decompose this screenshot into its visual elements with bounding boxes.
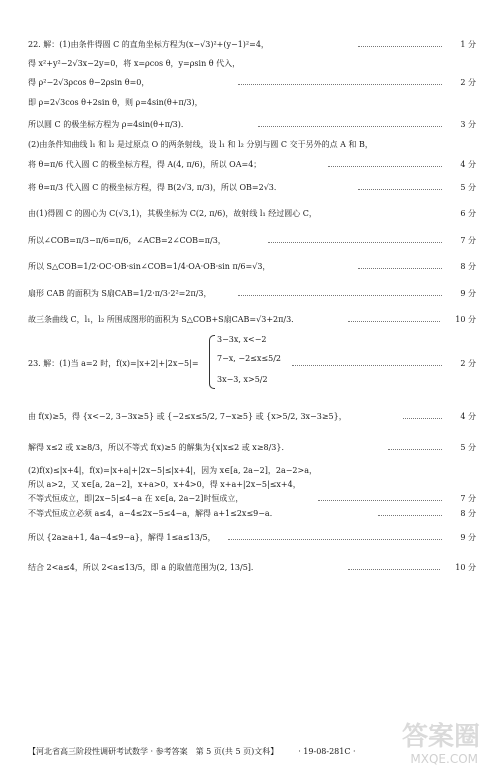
score-label: 1 分 — [460, 40, 476, 49]
answer-line — [0, 234, 500, 248]
watermark-logo: 答案圈 — [401, 722, 480, 752]
dot-leader — [348, 569, 440, 570]
answer-line — [0, 287, 500, 301]
answer-line — [0, 118, 500, 132]
line-text: 即 ρ=2√3cos θ+2sin θ，则 ρ=4sin(θ+π/3)， — [28, 98, 203, 107]
score-label: 5 分 — [460, 183, 476, 192]
line-text: 解得 x≤2 或 x≥8/3，所以不等式 f(x)≥5 的解集为{x|x≤2 或 x≥8/3}． — [28, 443, 290, 452]
score-label: 7 分 — [460, 494, 476, 503]
dot-leader — [378, 515, 442, 516]
line-text: 23. 解：(1)当 a=2 时，f(x)=|x+2|+|2x−5|= — [28, 359, 199, 368]
piecewise-case: 7−x, −2≤x≤5/2 — [217, 354, 281, 363]
dot-leader — [238, 84, 442, 85]
answer-line — [0, 313, 500, 327]
score-label: 7 分 — [460, 236, 476, 245]
score-label: 3 分 — [460, 120, 476, 129]
line-text: 所以 {2a≥a+1, 4a−4≤9−a}，解得 1≤a≤13/5， — [28, 533, 216, 542]
line-text: (2)由条件知曲线 l₁ 和 l₂ 是过原点 O 的两条射线，设 l₁ 和 l₂ 分别与圆 C 交于另外的点 A 和 B， — [28, 140, 373, 149]
dot-leader — [228, 539, 442, 540]
answer-line — [0, 158, 500, 172]
answer-line — [0, 181, 500, 195]
answer-line — [0, 561, 500, 575]
dot-leader — [358, 189, 442, 190]
dot-leader — [268, 242, 442, 243]
score-label: 10 分 — [455, 315, 476, 324]
answer-line — [0, 441, 500, 455]
score-label: 9 分 — [460, 289, 476, 298]
score-label: 6 分 — [460, 209, 476, 218]
answer-line — [0, 260, 500, 274]
line-text: 得 ρ²−2√3ρcos θ−2ρsin θ=0， — [28, 78, 150, 87]
dot-leader — [328, 166, 442, 167]
line-text: 所以 S△COB=1/2·OC·OB·sin∠COB=1/4·OA·OB·sin π/6=√3， — [28, 262, 271, 271]
watermark-url: MXQE.COM — [410, 752, 478, 766]
line-text: 故三条曲线 C，l₁，l₂ 所围成图形的面积为 S△COB+S扇CAB=√3+2π/3． — [28, 315, 300, 324]
page-footer: 【河北省高三阶段性调研考试数学 · 参考答案 第 5 页(共 5 页)文科】 · 19-08-281C · — [28, 747, 356, 756]
answer-line — [0, 464, 500, 478]
line-text: 结合 2<a≤4，所以 2<a≤13/5，即 a 的取值范围为(2, 13/5]． — [28, 563, 259, 572]
score-label: 8 分 — [460, 509, 476, 518]
line-text: 不等式恒成立，即|2x−5|≤4−a 在 x∈[a, 2a−2]时恒成立， — [28, 494, 244, 503]
answer-line — [0, 76, 500, 90]
dot-leader — [258, 126, 442, 127]
answer-line — [0, 38, 500, 52]
answer-line — [0, 96, 500, 110]
answer-line — [0, 492, 500, 506]
dot-leader — [238, 295, 442, 296]
line-text: 扇形 CAB 的面积为 S扇CAB=1/2·π/3·2²=2π/3， — [28, 289, 212, 298]
dot-leader — [388, 449, 442, 450]
line-text: 不等式恒成立必须 a≤4，a−4≤2x−5≤4−a，解得 a+1≤2x≤9−a． — [28, 509, 278, 518]
score-label: 4 分 — [460, 160, 476, 169]
dot-leader — [348, 321, 440, 322]
score-label: 8 分 — [460, 262, 476, 271]
dot-leader — [318, 500, 442, 501]
answer-line — [0, 207, 500, 221]
line-text: 由 f(x)≥5，得 {x<−2, 3−3x≥5} 或 {−2≤x≤5/2, 7−x≥5} 或 {x>5/2, 3x−3≥5}， — [28, 412, 347, 421]
answer-line — [0, 507, 500, 521]
score-label: 4 分 — [460, 412, 476, 421]
answer-line — [0, 410, 500, 424]
score-label: 2 分 — [460, 78, 476, 87]
piecewise-case: 3−3x, x<−2 — [217, 335, 267, 344]
score-label: 5 分 — [460, 443, 476, 452]
answer-line — [0, 531, 500, 545]
line-text: 所以圆 C 的极坐标方程为 ρ=4sin(θ+π/3)． — [28, 120, 189, 129]
line-text: (2)f(x)≤|x+4|，f(x)=|x+a|+|2x−5|≤|x+4|，因为 x∈[a, 2a−2]，2a−2>a， — [28, 466, 317, 475]
line-text: 由(1)得圆 C 的圆心为 C(√3,1)，其极坐标为 C(2, π/6)，故射线 l₁ 经过圆心 C， — [28, 209, 317, 218]
score-label: 9 分 — [460, 533, 476, 542]
line-text: 所以∠COB=π/3−π/6=π/6，∠ACB=2∠COB=π/3， — [28, 236, 226, 245]
piecewise-brace — [209, 335, 215, 389]
dot-leader — [403, 418, 442, 419]
line-text: 所以 a>2，又 x∈[a, 2a−2]，x+a>0，x+4>0，得 x+a+|2x−5|≤x+4， — [28, 480, 301, 489]
piecewise-case: 3x−3, x>5/2 — [217, 375, 268, 384]
answer-line — [0, 57, 500, 71]
answer-line — [0, 138, 500, 152]
answer-line — [0, 478, 500, 492]
line-text: 22. 解：(1)由条件得圆 C 的直角坐标方程为(x−√3)²+(y−1)²=4， — [28, 40, 269, 49]
score-label: 10 分 — [455, 563, 476, 572]
score-label: 2 分 — [460, 359, 476, 368]
dot-leader — [358, 46, 442, 47]
line-text: 将 θ=π/3 代入圆 C 的极坐标方程，得 B(2√3, π/3)，所以 OB=2√3． — [28, 183, 282, 192]
line-text: 得 x²+y²−2√3x−2y=0，将 x=ρcos θ，y=ρsin θ 代入， — [28, 59, 241, 68]
line-text: 将 θ=π/6 代入圆 C 的极坐标方程，得 A(4, π/6)，所以 OA=4； — [28, 160, 262, 169]
dot-leader — [358, 268, 442, 269]
dot-leader — [292, 365, 442, 366]
